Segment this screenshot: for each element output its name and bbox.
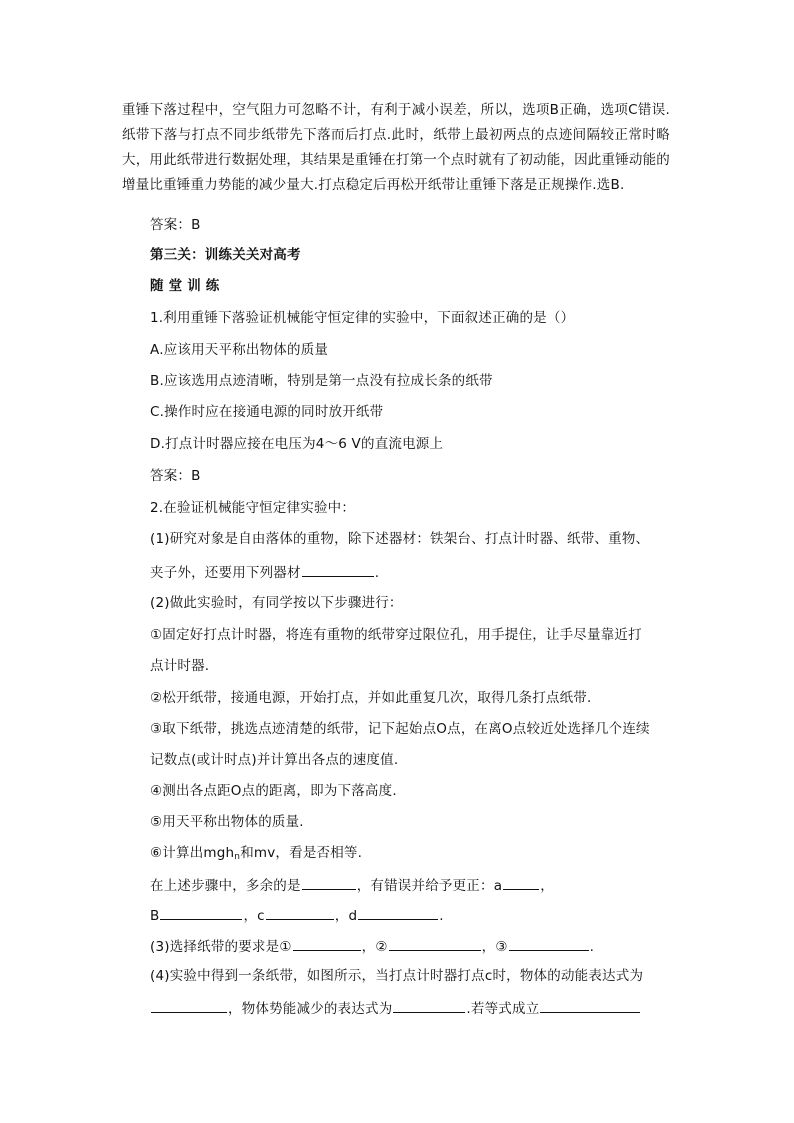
subsection-title: 随 堂 训 练 [150,278,220,294]
step-6-post: 和mv，看是否相等. [240,845,363,861]
answer-blank[interactable] [302,561,374,577]
step-1-line-1: ①固定好打点计时器，将连有重物的纸带穿过限位孔，用手提住，让手尽量靠近打 [150,627,642,643]
answer-blank[interactable] [302,874,356,890]
question-1-option-a: A.应该用天平称出物体的质量 [150,342,329,358]
period: . [374,565,380,581]
extra-mid: ，有错误并给予更正：a [356,878,503,894]
question-1-option-d: D.打点计时器应接在电压为4～6 V的直流电源上 [150,436,444,452]
part-1-text: 夹子外，还要用下列器材 [150,565,301,581]
question-2-part-4-line-1: (4)实验中得到一条纸带，如图所示，当打点计时器打点c时，物体的动能表达式为 [150,968,644,984]
intro-paragraph: 重锤下落过程中，空气阻力可忽略不计，有利于减小误差，所以，选项B正确，选项C错误.纸带下落与打点不同步纸带先下落而后打点.此时，纸带上最初两点的点迹间隔较正常时略大，用此纸带进行数据处理，其结果是重锤在打第一个点时就有了初动能，因此重锤动能的增量比重锤重力势能的减少量大.打点稳定后再松开纸带让重锤下落是正规操作.选B. [122,102,670,193]
question-2-part-1-line-1: (1)研究对象是自由落体的重物，除下述器材：铁架台、打点计时器、纸带、重物、 [150,531,650,547]
comma: ， [540,878,554,894]
step-4: ④测出各点距O点的距离，即为下落高度. [150,783,397,799]
answer-blank[interactable] [503,874,539,890]
step-6 [150,843,362,867]
answer-blank[interactable] [160,904,242,920]
answer-blank[interactable] [151,997,227,1013]
question-1-option-c: C.操作时应在接通电源的同时放开纸带 [150,404,384,420]
period: . [439,908,444,924]
step-6-sub: n [234,852,241,862]
step-6-pre: ⑥计算出mgh [150,845,235,861]
question-1-option-b: B.应该选用点迹清晰，特别是第一点没有拉成长条的纸带 [150,373,493,389]
p4-mid: ，物体势能减少的表达式为 [228,1001,393,1017]
answer-2: 答案：B [150,468,201,484]
question-2-part-2: (2)做此实验时，有同学按以下步骤进行： [150,595,403,611]
p3-pre: (3)选择纸带的要求是① [150,939,292,955]
answer-blank[interactable] [540,997,640,1013]
answer-blank[interactable] [393,997,465,1013]
answer-blank[interactable] [293,935,361,951]
answer-blank[interactable] [509,935,589,951]
answer-1: 答案：B [150,217,201,233]
corrections-line [150,904,444,926]
question-1-stem: 1.利用重锤下落验证机械能守恒定律的实验中，下面叙述正确的是（） [150,310,575,326]
extra-pre: 在上述步骤中，多余的是 [150,878,301,894]
question-2-stem: 2.在验证机械能守恒定律实验中： [150,500,356,516]
question-2-part-3 [150,935,594,957]
answer-blank[interactable] [266,904,334,920]
step-2: ②松开纸带，接通电源，开始打点，并如此重复几次，取得几条打点纸带. [150,690,592,706]
extra-steps-line [150,874,554,896]
answer-blank[interactable] [358,904,438,920]
period: . [589,939,595,955]
intro-block [122,98,670,198]
p4-end: .若等式成立 [466,1001,540,1017]
extra-b: B [150,908,160,924]
p3-2: ，② [361,939,388,955]
section-title: 第三关：训练关关对高考 [150,247,301,263]
step-1-line-2: 点计时器. [150,658,210,674]
answer-blank[interactable] [389,935,481,951]
extra-c: ，c [243,908,265,924]
step-3-line-2: 记数点(或计时点)并计算出各点的速度值. [150,752,399,768]
question-2-part-4-line-2 [150,997,641,1019]
step-5: ⑤用天平称出物体的质量. [150,814,304,830]
p3-3: ，③ [481,939,508,955]
extra-d: ，d [334,908,358,924]
question-2-part-1-line-2 [150,561,379,583]
step-3-line-1: ③取下纸带，挑选点迹清楚的纸带，记下起始点O点，在离O点较近处选择几个连续 [150,721,650,737]
